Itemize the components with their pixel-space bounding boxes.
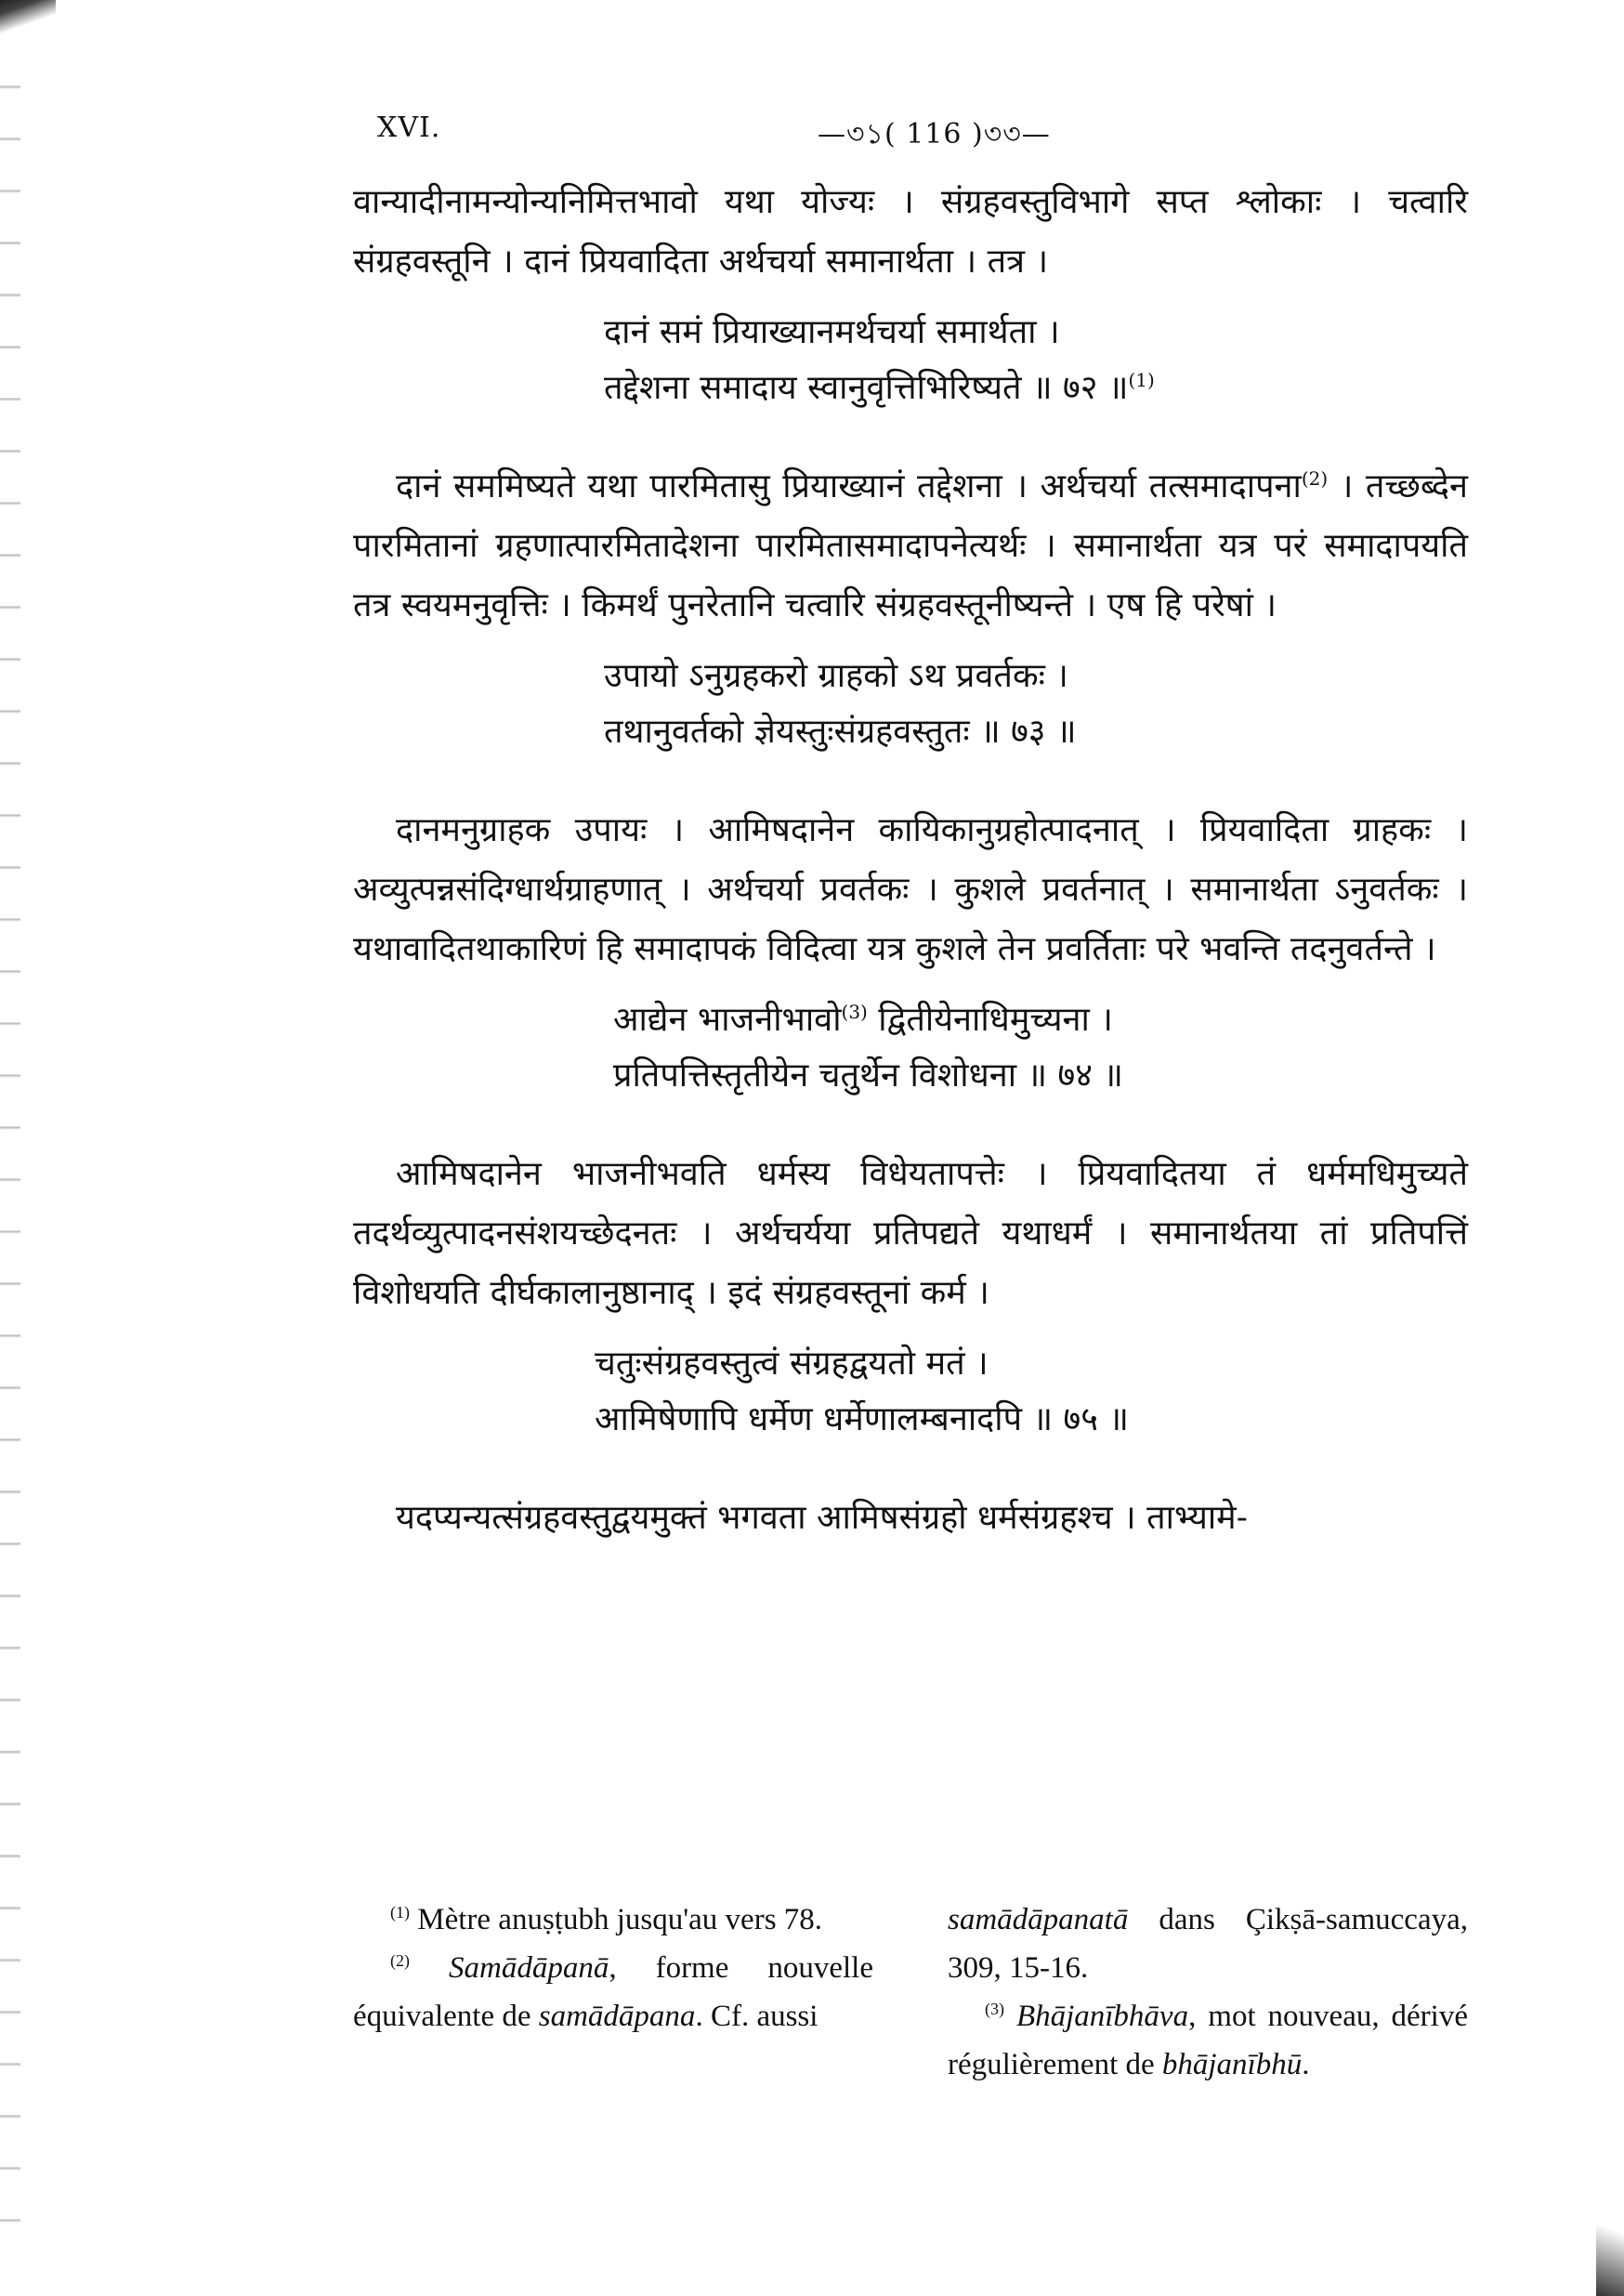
- page-body: [353, 112, 1468, 1548]
- verse-74-line-2: प्रतिपत्तिस्तृतीयेन चतुर्थेन विशोधना ॥ ७४ ॥: [613, 1056, 1123, 1095]
- verse-74-line-1-part-a: आद्येन भाजनीभावो: [613, 1001, 842, 1039]
- footnote-2-text-2: . Cf. aussi: [695, 2000, 819, 2033]
- paragraph-2: [353, 457, 1468, 636]
- verse-75-line-1: चतुःसंग्रहवस्तुत्वं संग्रहद्वयतो मतं ।: [595, 1345, 989, 1383]
- footnote-3-term-2: bhājanībhū: [1161, 2048, 1303, 2081]
- footnote-ref-1: (1): [1128, 369, 1155, 391]
- verse-72-line-1: दानं समं प्रियाख्यानमर्थचर्या समार्थता ।: [604, 313, 1060, 351]
- paragraph-2-part-b: । तच्छब्देन पारमितानां ग्रहणात्पारमितादेशना पारमितासमादापनेत्यर्थः । समानार्थता यत्र परं समादापयति तत्र स्वयमनुवृत्तिः । किमर्थं पुनरेतानि चत्वारि संग्रहवस्तूनीष्यन्ते । एष हि परेषां ।: [353, 467, 1468, 624]
- scan-edge-left: [0, 37, 20, 2249]
- footnotes-right-column: [948, 1896, 1468, 2089]
- footnote-2-term: Samādāpanā: [449, 1951, 609, 1985]
- verse-74-line-1-part-b: द्वितीयेनाधिमुच्यना ।: [867, 1001, 1113, 1039]
- verse-74: [353, 992, 1468, 1104]
- footnote-1-number: (1): [390, 1903, 410, 1922]
- footnote-1: [353, 1896, 873, 1944]
- footnote-3-number: (3): [985, 2000, 1004, 2018]
- paragraph-4: आमिषदानेन भाजनीभवति धर्मस्य विधेयतापत्तेः । प्रियवादितया तं धर्ममधिमुच्यते तदर्थव्युत्पादनसंशयच्छेदनतः । अर्थचर्यया प्रतिपद्यते यथाधर्मं । समानार्थतया तां प्रतिपत्तिं विशोधयति दीर्घकालानुष्ठानाद् । इदं संग्रहवस्तूनां कर्म ।: [353, 1155, 1468, 1312]
- verse-72: [353, 305, 1468, 416]
- page-number: —৩১( 116 )৩৩—: [818, 118, 1051, 151]
- footnote-2-term-2: samādāpana: [538, 2000, 696, 2033]
- footnote-3-end: .: [1302, 2048, 1310, 2081]
- scan-shadow-top-left: [0, 0, 56, 37]
- footnote-ref-3: (3): [841, 1001, 868, 1023]
- verse-73: [353, 649, 1468, 760]
- footnote-2-continuation-text: dans Çikṣā-samuccaya, 309, 15-16.: [948, 1903, 1468, 1985]
- page-header: [353, 112, 1468, 167]
- footnote-2-continuation-term: samādāpanatā: [948, 1903, 1129, 1936]
- footnote-2-text-1: , forme nouvelle équivalente de: [353, 1951, 873, 2033]
- footnote-ref-2: (2): [1301, 467, 1329, 490]
- footnote-3: [948, 1992, 1468, 2089]
- verse-74-line-1: [613, 992, 1468, 1048]
- paragraph-3: दानमनुग्राहक उपायः । आमिषदानेन कायिकानुग्रहोत्पादनात् । प्रियवादिता ग्राहकः । अव्युत्पन्नसंदिग्धार्थग्राहणात् । अर्थचर्या प्रवर्तकः । कुशले प्रवर्तनात् । समानार्थता ऽनुवर्तकः । यथावादितथाकारिणं हि समादापकं विदित्वा यत्र कुशले तेन प्रवर्तिताः परे भवन्ति तदनुवर्तन्ते ।: [353, 811, 1468, 968]
- verse-73-line-1: उपायो ऽनुग्रहकरो ग्राहको ऽथ प्रवर्तकः ।: [604, 657, 1068, 695]
- footnote-3-term: Bhājanībhāva: [1015, 2000, 1189, 2033]
- footnote-2-continuation: [948, 1896, 1468, 1992]
- footnotes-left-column: [353, 1896, 873, 2089]
- paragraph-1: वान्यादीनामन्योन्यनिमित्तभावो यथा योज्यः । संग्रहवस्तुविभागे सप्त श्लोकाः । चत्वारि संग्रहवस्तूनि । दानं प्रियवादिता अर्थचर्या समानार्थता । तत्र ।: [353, 183, 1468, 281]
- page-section-label: XVI.: [377, 112, 441, 144]
- verse-72-line-2: [604, 361, 1468, 416]
- verse-75-line-2: आमिषेणापि धर्मेण धर्मेणालम्बनादपि ॥ ७५ ॥: [595, 1400, 1129, 1438]
- scan-shadow-bottom-right: [1596, 2184, 1624, 2296]
- verse-75: [353, 1336, 1468, 1448]
- verse-73-line-2: तथानुवर्तको ज्ञेयस्तुःसंग्रहवस्तुतः ॥ ७३ ॥: [604, 713, 1077, 751]
- paragraph-2-part-a: दानं सममिष्यते यथा पारमितासु प्रियाख्यानं तद्देशना । अर्थचर्या तत्समादापना: [396, 467, 1302, 505]
- footnotes: [353, 1896, 1468, 2089]
- verse-72-line-2-text: तद्देशना समादाय स्वानुवृत्तिभिरिष्यते ॥ ७२ ॥: [604, 369, 1129, 407]
- footnote-1-text: Mètre anuṣṭubh jusqu'au vers 78.: [410, 1903, 823, 1936]
- paragraph-5: यदप्यन्यत्संग्रहवस्तुद्वयमुक्तं भगवता आमिषसंग्रहो धर्मसंग्रहश्च । ताभ्यामे-: [396, 1499, 1248, 1537]
- footnote-3-text: , mot nouveau, dérivé régulièrement de: [948, 2000, 1468, 2081]
- footnote-2-number: (2): [390, 1951, 410, 1970]
- footnote-2: [353, 1944, 873, 2040]
